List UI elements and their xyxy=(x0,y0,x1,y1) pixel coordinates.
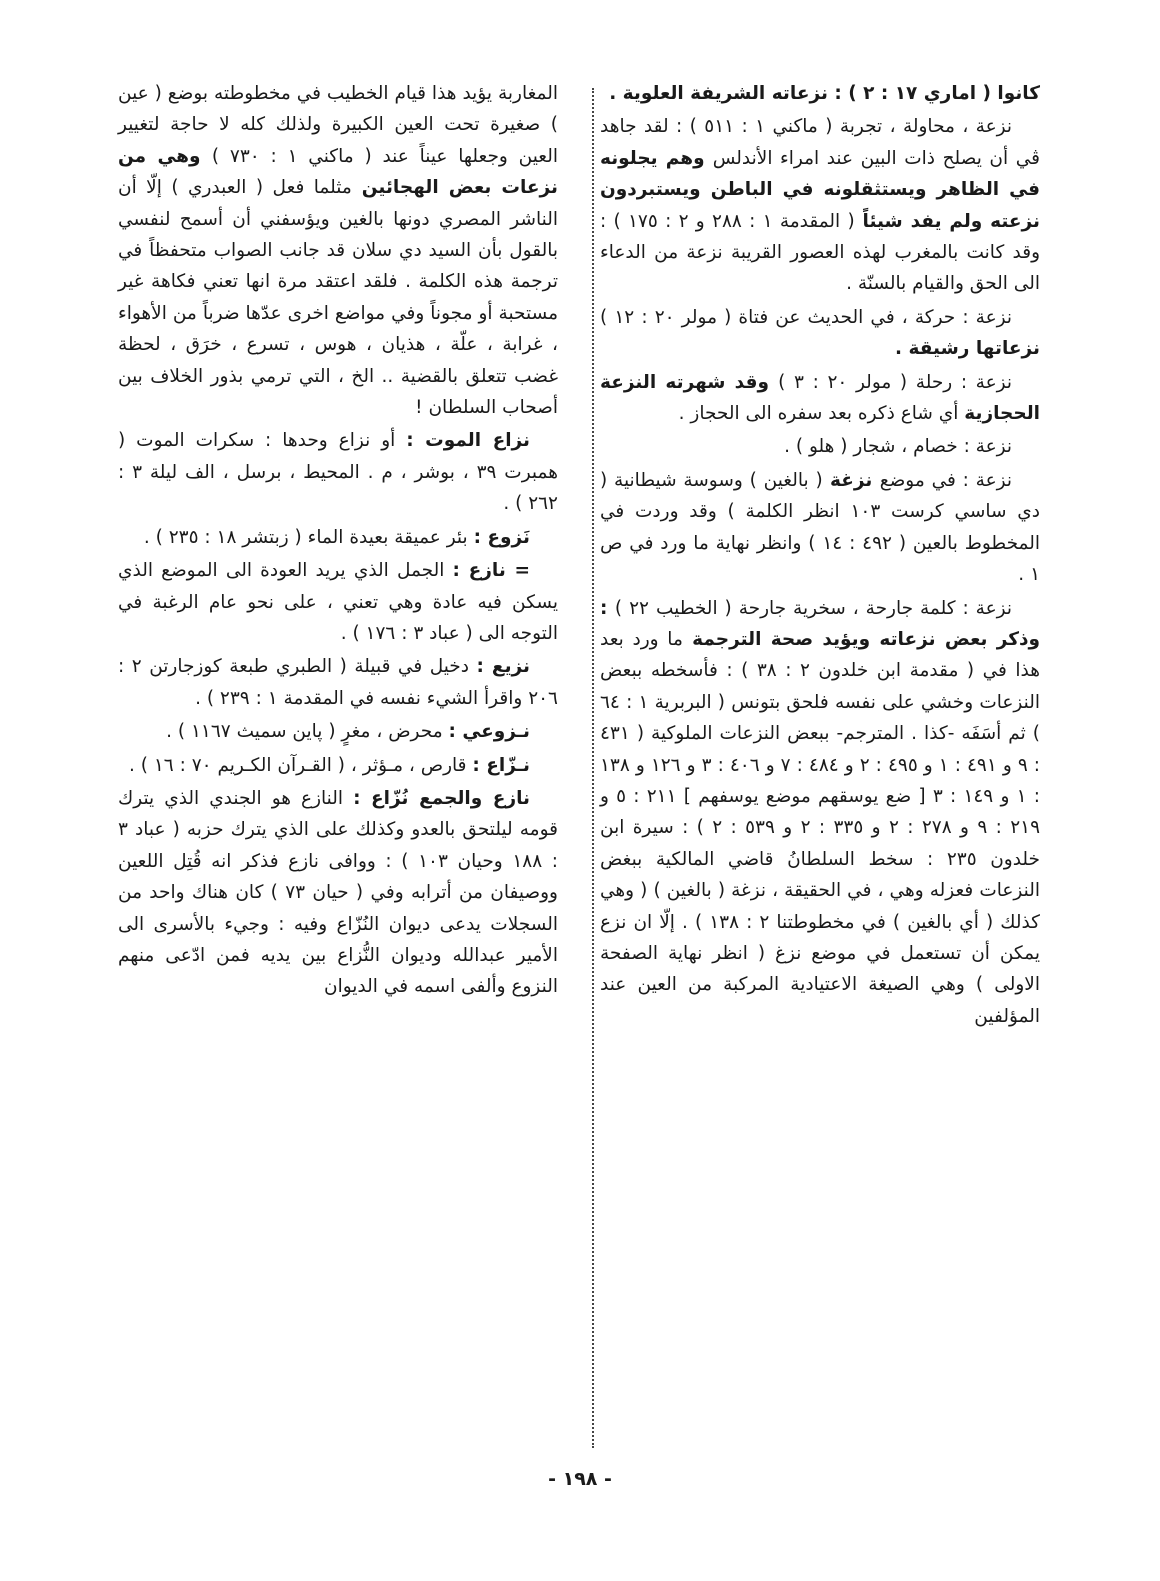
paragraph: نزعة : خصام ، شجار ( هلو ) . xyxy=(784,436,1012,458)
paragraph: كانوا ( اماري ١٧ : ٢ ) : نزعاته الشريفة العلوية . xyxy=(609,83,1040,104)
page-number: - ١٩٨ - xyxy=(548,1468,612,1490)
column-divider xyxy=(592,88,594,1448)
entry-paragraph: نزيع : دخيل في قبيلة ( الطبري طبعة كوزجارتن ٢ : ٢٠٦ واقرأ الشيء نفسه في المقدمة ١ : ٢٣٩ ) . xyxy=(118,656,558,709)
entry-paragraph: نازع والجمع نُزّاع : النازع هو الجندي الذي يترك قومه ليلتحق بالعدو وكذلك على الذي يترك حزبه ( عباد ٣ : ١٨٨ وحيان ١٠٣ ) : ووافى نازع فذكر انه قُتِل اللعين ووصيفان من أترابه وفي ( حيان ٧٣ ) كان هناك واحد من السجلات يدعى ديوان النُزّاع وفيه : وجيء بالأسرى الى الأمير عبدالله وديوان النُّزاع بين يديه فمن ادّعى منهم النزوع وألفى اسمه في الديوان xyxy=(118,787,558,998)
entry-paragraph: نـزوعي : محرض ، مغرٍ ( پاين سميث ١١٦٧ ) . xyxy=(166,721,530,743)
entry-paragraph: نـزّاع : قارص ، مـؤثر ، ( القـرآن الكـريم ٧٠ : ١٦ ) . xyxy=(128,754,530,776)
entry-paragraph: نزاع الموت : أو نزاع وحدها : سكرات الموت ( همبرت ٣٩ ، بوشر ، م . المحيط ، برسل ، الف ليلة ٣ : ٢٦٢ ) . xyxy=(118,430,558,515)
paragraph: نزعة : كلمة جارحة ، سخرية جارحة ( الخطيب ٢٢ ) : وذكر بعض نزعاته ويؤيد صحة الترجمة ما ورد بعد هذا في ( مقدمة ابن خلدون ٢ : ٣٨ ) : فأسخطه ببعض النزعات وخشي على نفسه فلحق بتونس ( البربرية ١ : ٦٤ ) ثم أسَفَه -كذا . المترجم- ببعض النزعات الملوكية ( ٤٣١ : ٩ و ٤٩١ : ١ و ٤٩٥ : ٢ و ٤٨٤ : ٧ و ٤٠٦ : ٣ و ١٢٦ و ١٣٨ : ١ و ١٤٩ : ٣ [ ضع يوسقهم موضع يوسفهم ] ٢١١ : ٥ و ٢١٩ : ٩ و ٢٧٨ : ٢ و ٣٣٥ : ٢ و ٥٣٩ : ٢ ) : سيرة ابن خلدون ٢٣٥ : سخط السلطانُ قاضي المالكية ببغض النزعات فعزله وهي ، في الحقيقة ، نزغة ( بالغين ) ( وهي كذلك ( أي بالغين ) في مخطوطتنا ٢ : ١٣٨ ) . إلّا ان نزع يمكن أن تستعمل في موضع نزغ ( انظر نهاية الصفحة الاولى ) وهي الصيغة الاعتيادية المركبة من العين عند المؤلفين xyxy=(600,597,1041,1027)
entry-paragraph: = نازع : الجمل الذي يريد العودة الى الموضع الذي يسكن فيه عادة وهي تعني ، على نحو عام الرغبة في التوجه الى ( عباد ٣ : ١٧٦ ) . xyxy=(118,560,558,644)
paragraph: نزعة : رحلة ( مولر ٢٠ : ٣ ) وقد شهرته النزعة الحجازية أي شاع ذكره بعد سفره الى الحجاز . xyxy=(600,371,1040,425)
entry-paragraph: نَزوع : بئر عميقة بعيدة الماء ( زبتشر ١٨ : ٢٣٥ ) . xyxy=(143,526,530,548)
left-column xyxy=(118,78,558,1003)
paragraph: نزعة : حركة ، في الحديث عن فتاة ( مولر ٢٠ : ١٢ ) نزعاتها رشيقة . xyxy=(600,306,1040,360)
right-column xyxy=(600,78,1040,1032)
paragraph: نزعة ، محاولة ، تجربة ( ماكني ١ : ٥١١ ) : لقد جاهد ڤي أن يصلح ذات البين عند امراء الأندلس وهم يجلونه في الظاهر ويستثقلونه في الباطن ويستبردون نزعته ولم يفد شيئاً ( المقدمة ١ : ٢٨٨ و ٢ : ١٧٥ ) : وقد كانت بالمغرب لهذه العصور القريبة نزعة من الدعاء الى الحق والقيام بالسنّة . xyxy=(600,116,1040,295)
paragraph: نزعة : في موضع نزغة ( بالغين ) وسوسة شيطانية ( دي ساسي كرست ١٠٣ انظر الكلمة ) وقد وردت في المخطوط بالعين ( ٤٩٢ : ١٤ ) وانظر نهاية ما ورد في ص ١ . xyxy=(600,469,1040,586)
paragraph: المغاربة يؤيد هذا قيام الخطيب في مخطوطته بوضع ( عين ) صغيرة تحت العين الكبيرة ولذلك كله لا حاجة لتغيير العين وجعلها عيناً عند ( ماكني ١ : ٧٣٠ ) وهي من نزعات بعض الهجائين مثلما فعل ( العبدري ) إلّا أن الناشر المصري دونها بالغين ويؤسفني أن أسمح لنفسي بالقول بأن السيد دي سلان قد جانب الصواب متحفظاً في ترجمة هذه الكلمة . فلقد اعتقد مرة انها تعني فكاهة غير مستحبة أو مجوناً وفي مواضع اخرى عدّها ضرباً من الأهواء ، غرابة ، علّة ، هذيان ، هوس ، تسرع ، خرَق ، لحظة غضب تتعلق بالقضية .. الخ ، التي ترمي بذور الخلاف بين أصحاب السلطان ! xyxy=(118,83,559,419)
